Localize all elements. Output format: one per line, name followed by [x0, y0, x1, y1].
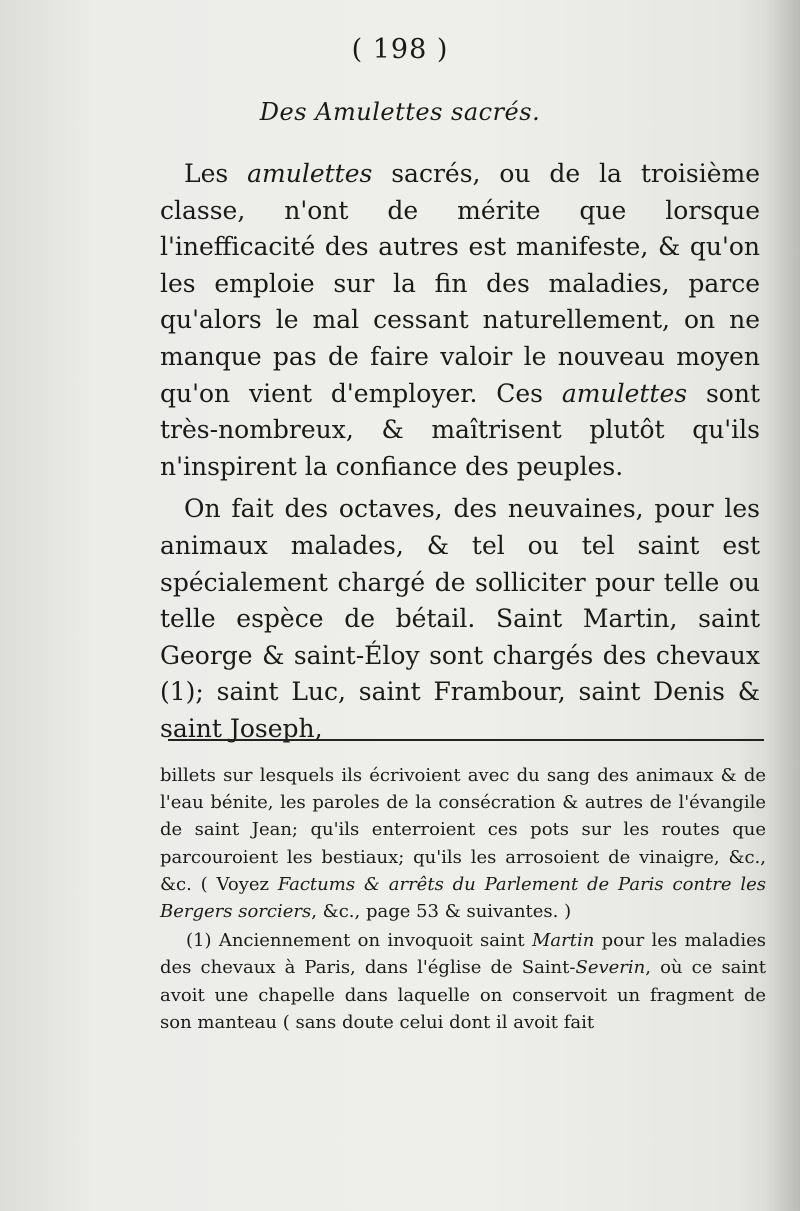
scan-edge-shadow [766, 0, 800, 1211]
text-run: Les [184, 159, 248, 188]
text-run: , &c., page 53 & suivantes. ) [311, 901, 572, 923]
text-run: (1) Anciennement on invoquoit saint [186, 930, 532, 952]
italic-name: Martin [531, 930, 595, 952]
text-run: sacrés, ou de la troisième classe, n'ont de mérite que lorsque l'inefficacité des autres est manifeste, & qu'on les emploie sur la fin des maladies, parce qu'alors le mal cessant naturellement, on ne manque pas de faire valoir le nouveau moyen qu'on vient d'employer. Ces [160, 159, 760, 408]
page-number: ( 198 ) [351, 34, 449, 65]
main-paragraph-2: On fait des octaves, des neuvaines, pour les animaux malades, & tel ou tel saint est spécialement chargé de solliciter pour telle ou telle espèce de bétail. Saint Martin, saint George & saint-Éloy sont chargés des chevaux (1); saint Luc, saint Frambour, saint Denis & saint Joseph, [160, 494, 760, 743]
italic-term: amulettes [561, 378, 688, 408]
italic-term: amulettes [247, 159, 373, 188]
text-run: pour les maladies des chevaux à Paris, dans l'église de Saint- [160, 930, 766, 979]
italic-title: Factums & arrêts du Parlement de Paris contre les Bergers sorciers [160, 873, 766, 923]
section-title: Des Amulettes sacrés. [259, 98, 541, 126]
footnote-continued [160, 762, 766, 925]
main-text [160, 156, 760, 748]
footnote-1 [160, 927, 766, 1036]
italic-name: Severin [575, 957, 646, 979]
text-run: , où ce saint avoit une chapelle dans laquelle on conservoit un fragment de son manteau ( sans doute celui dont il avoit fait [160, 957, 766, 1033]
text-run: billets sur lesquels ils écrivoient avec du sang des animaux & de l'eau bénite, les paroles de la consécration & autres de l'évangile de saint Jean; qu'ils enterroient ces pots sur les routes que parcouroient les bestiaux; qu'ils les arrosoient de vinaigre, &c., &c. ( Voyez [160, 765, 766, 895]
text-run: sont très-nombreux, & maîtrisent plutôt qu'ils n'inspirent la confiance des peuples. [160, 378, 760, 481]
main-paragraph-1 [160, 156, 760, 485]
footnotes [160, 762, 766, 1036]
footnote-separator [168, 739, 764, 741]
